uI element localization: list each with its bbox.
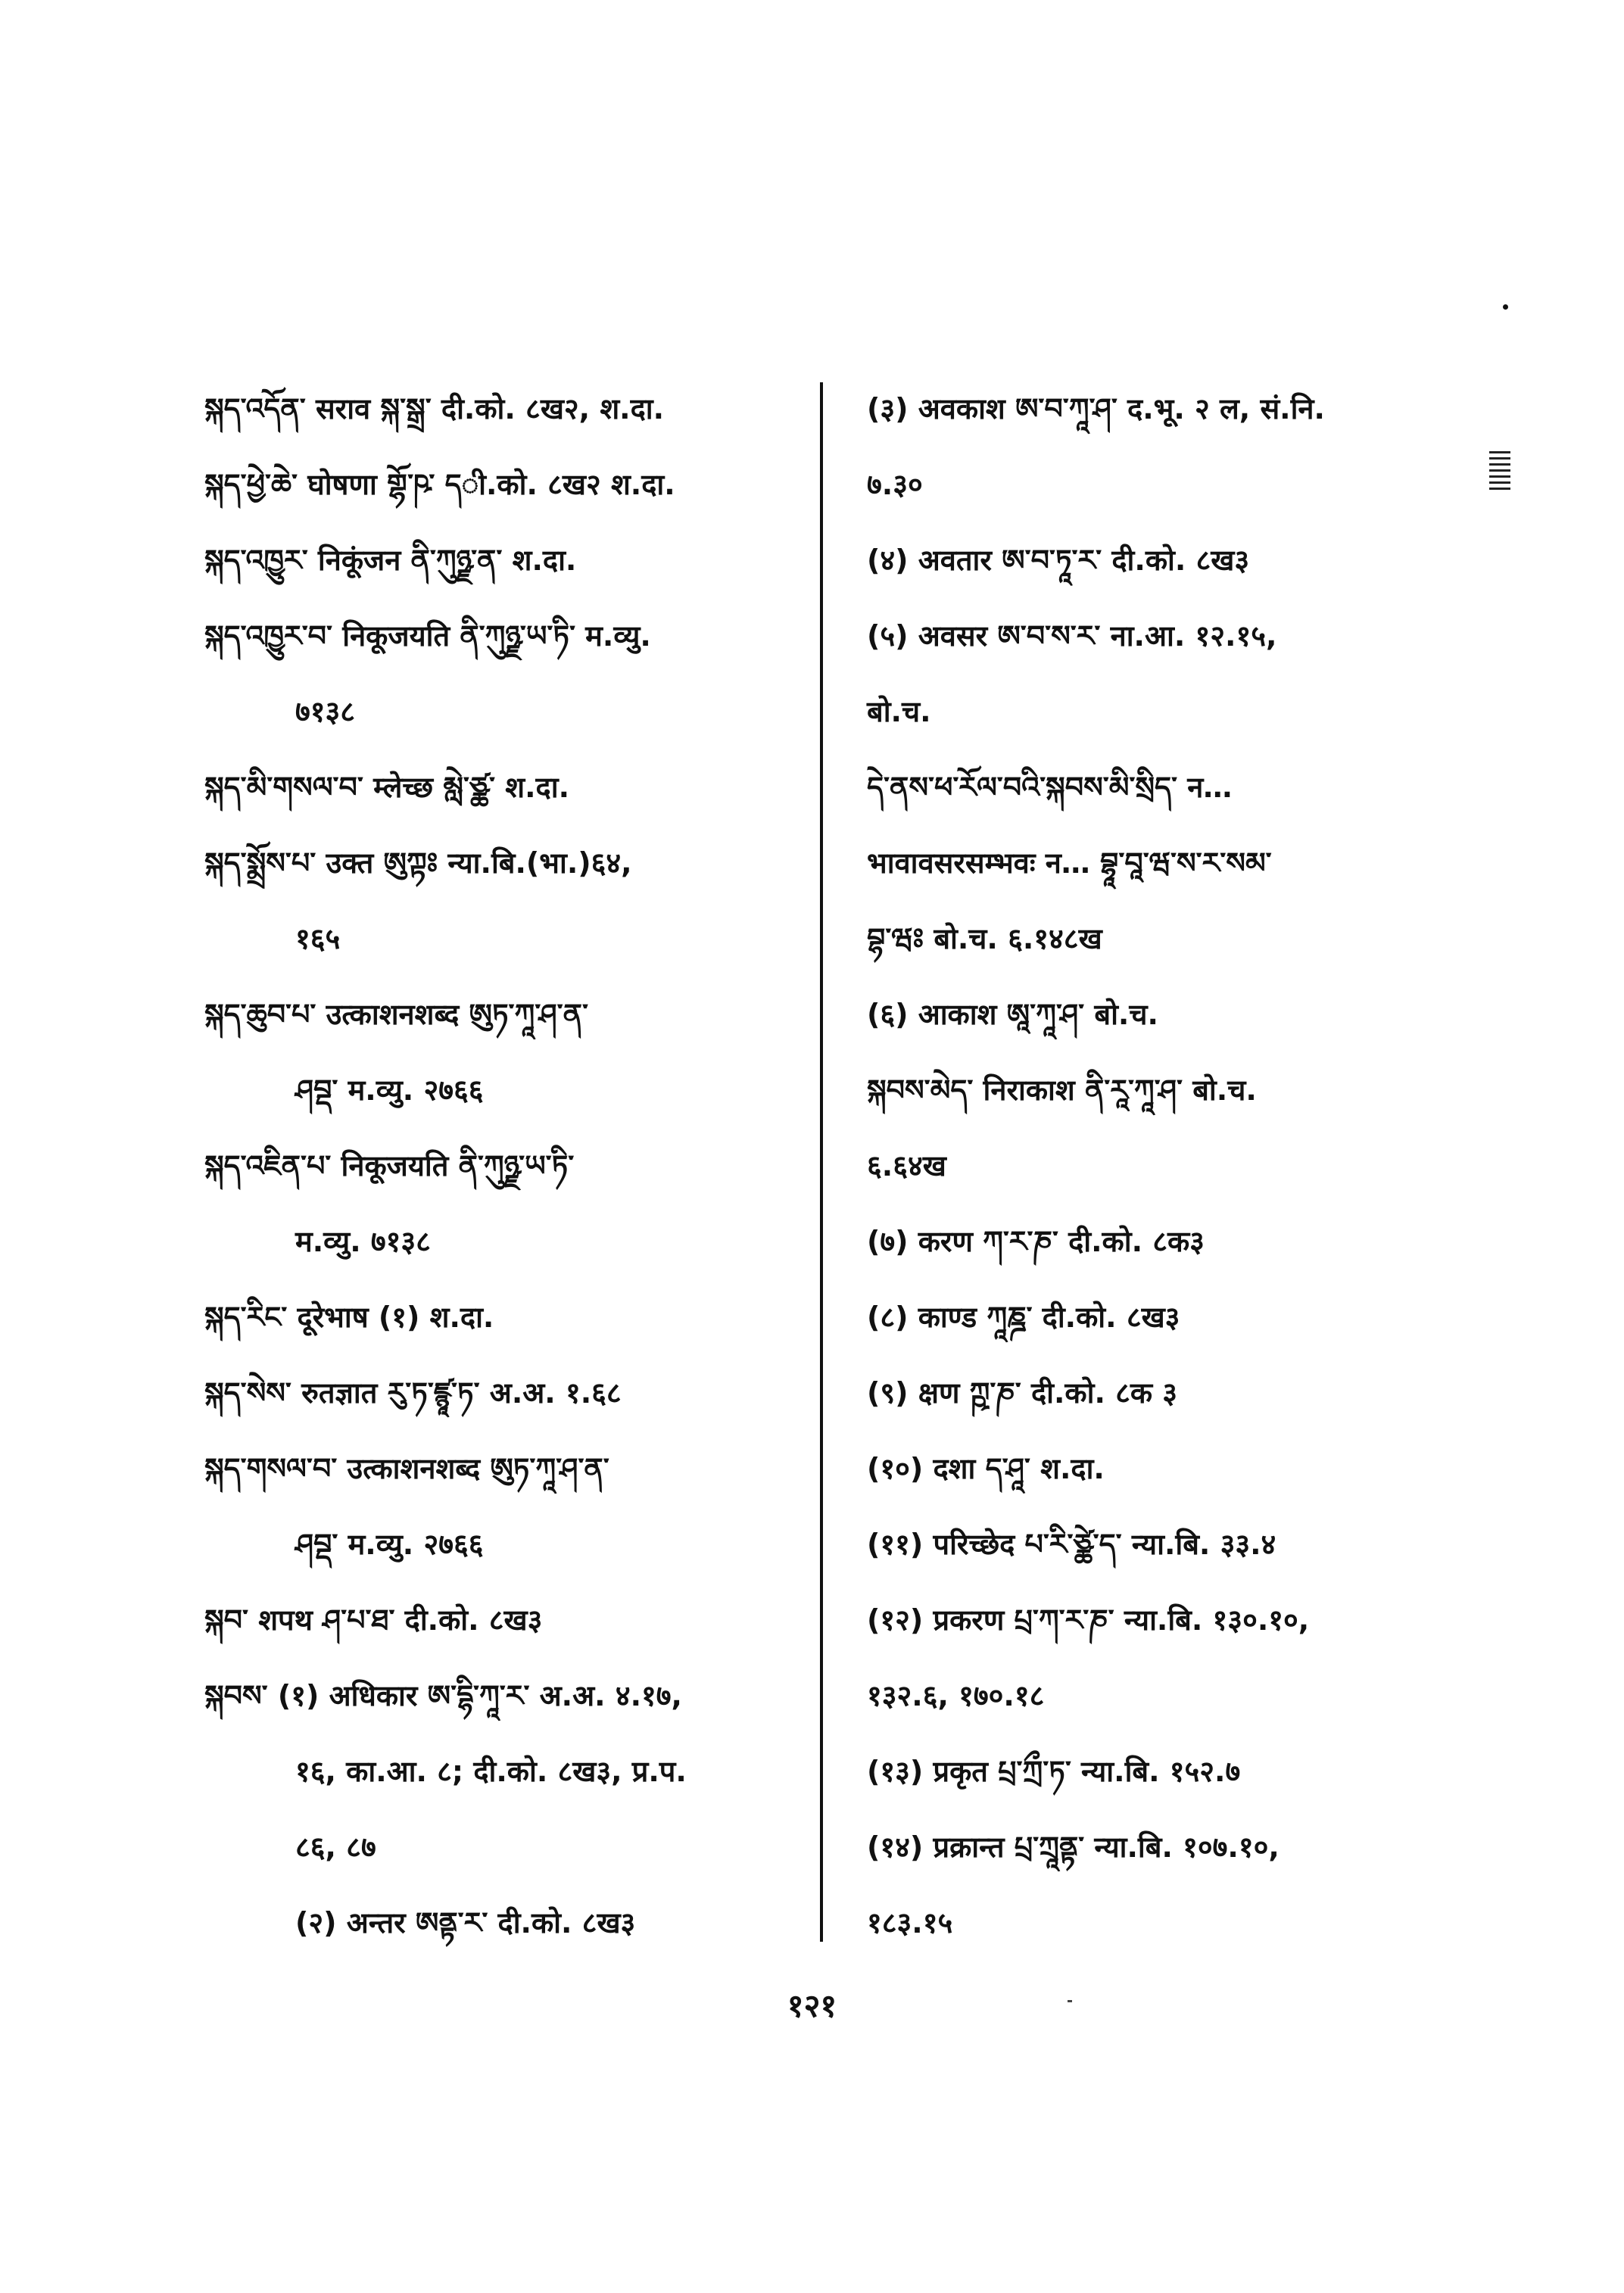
right-entry-line: དེ་ནས་ཕ་རོལ་བའི་སྐབས་མི་སྲིད་ न…	[867, 771, 1233, 804]
left-entry-line: སྐད་སེས་ रुतज्ञात རུ་ཏ་ཛྙཱ་ཏ་ अ.अ. १.६८	[204, 1376, 622, 1410]
right-entry-line: (१०) दशा ད་ཤཱ་ श.दा.	[867, 1452, 1105, 1485]
right-column	[867, 371, 1488, 1961]
margin-mark	[1489, 451, 1510, 494]
left-entry-line: སྐད་མི་གསལ་བ་ म्लेच्छ མླེ་ཙྪ་ श.दा.	[204, 771, 570, 804]
right-entry-line: १८३.१५	[867, 1906, 953, 1939]
left-column	[204, 371, 810, 1961]
right-entry-line: ७.३०	[867, 468, 923, 501]
right-entry-line: १३२.६, १७०.१८	[867, 1679, 1045, 1712]
left-entry-line: སྐད་ཆུབ་པ་ उत्काशनशब्द ཨུཏ་ཀཱ་ཤ་ན་	[204, 998, 588, 1031]
left-entry-line: १६, का.आ. ८; दी.को. ८ख३, प्र.प.	[295, 1755, 687, 1788]
right-entry-line: ६.६४ख	[867, 1149, 946, 1182]
left-entry-line: म.व्यु. ७१३८	[295, 1225, 431, 1258]
right-entry-line: (३) अवकाश ཨ་བ་ཀཱ་ཤ་ द.भू. २ ल, सं.नि.	[867, 392, 1325, 425]
right-entry-line: (४) अवतार ཨ་བ་ཏཱ་ར་ दी.को. ८ख३	[867, 544, 1250, 577]
right-entry-line: (११) परिच्छेद པ་རི་ཙྪེ་ད་ न्या.बि. ३३.४	[867, 1528, 1276, 1561]
left-entry-line: སྐད་འདོན་ सराव སྐ་སྒྲ་ दी.को. ८ख२, श.दा.	[204, 392, 665, 425]
right-entry-line: (१२) प्रकरण པྲ་ཀ་ར་ཎ་ न्या.बि. १३०.१०,	[867, 1603, 1310, 1637]
left-entry-line: ८६, ८७	[295, 1830, 376, 1864]
right-entry-line: (१३) प्रकृत པྲ་ཀྲྀ་ཏ་ न्या.बि. १५२.७	[867, 1755, 1241, 1788]
left-entry-line: སྐད་རིང་ दूरेभाष (१) श.दा.	[204, 1301, 494, 1334]
left-entry-line: ७१३८	[295, 695, 356, 728]
left-entry-line: སྐབ་ शपथ ཤ་པ་ཐ་ दी.को. ८ख३	[204, 1603, 543, 1637]
page-number: १२१	[787, 1987, 837, 2024]
right-entry-line: भावावसरसम्भवः न… བྷཱ་བཱ་ཝ་ས་ར་སམ་	[867, 846, 1272, 880]
right-entry-line: (७) करण ཀ་ར་ཎ་ दी.को. ८क३	[867, 1225, 1205, 1258]
left-entry-line: སྐད་གསལ་བ་ उत्काशनशब्द ཨུཏ་ཀཱ་ཤ་ན་	[204, 1452, 609, 1485]
left-entry-line: ཤབྡ་ म.व्यु. २७६६	[295, 1073, 484, 1107]
left-entry-line: (२) अन्तर ཨནྟ་ར་ दी.को. ८ख३	[295, 1906, 636, 1939]
ink-speck	[1503, 304, 1508, 310]
right-entry-line: བྷ་ཝཿ बो.च. ६.१४८ख	[867, 922, 1102, 955]
right-entry-line: (५) अवसर ཨ་བ་ས་ར་ ना.आ. १२.१५,	[867, 619, 1277, 653]
left-entry-line: १६५	[295, 922, 341, 955]
left-entry-line: སྐད་འཁྱུར་ निकूंजन ནི་ཀུཉྫ་ན་ श.दा.	[204, 544, 577, 577]
left-entry-line: སྐད་འཁྱུར་བ་ निकूजयति ནི་ཀུཉྫ་ཡ་ཏི་ म.व्यु.	[204, 619, 651, 653]
left-entry-line: སྐད་ཕྱེ་ཆེ་ घोषणा གྷོ་ཥ་ དी.को. ८ख२ श.दा.	[204, 468, 675, 501]
right-entry-line: སྐབས་མེད་ निराकाश ནི་རཱ་ཀཱ་ཤ་ बो.च.	[867, 1073, 1257, 1107]
left-entry-line: སྐད་སྨྲོས་པ་ उक्त ཨུཀྟཿ न्या.बि.(भा.)६४,	[204, 846, 632, 880]
column-divider	[820, 382, 823, 1942]
left-entry-line: ཤབྡ་ म.व्यु. २७६६	[295, 1528, 484, 1561]
right-entry-line: (८) काण्ड ཀཱཎྜ་ दी.को. ८ख३	[867, 1301, 1180, 1334]
right-entry-line: बो.च.	[867, 695, 931, 728]
ink-speck	[1068, 2000, 1072, 2002]
right-entry-line: (१४) प्रक्रान्त པྲ་ཀྲཱནྟ་ न्या.बि. १०७.१०,	[867, 1830, 1280, 1864]
right-entry-line: (९) क्षण ཀྵ་ཎ་ दी.को. ८क ३	[867, 1376, 1178, 1410]
right-entry-line: (६) आकाश ཨཱ་ཀཱ་ཤ་ बो.च.	[867, 998, 1158, 1031]
left-entry-line: སྐབས་ (१) अधिकार ཨ་དྷི་ཀཱ་ར་ अ.अ. ४.१७,	[204, 1679, 682, 1712]
left-entry-line: སྐད་འཇིན་པ་ निकूजयति ནི་ཀུཉྫ་ཡ་ཏི་	[204, 1149, 575, 1182]
